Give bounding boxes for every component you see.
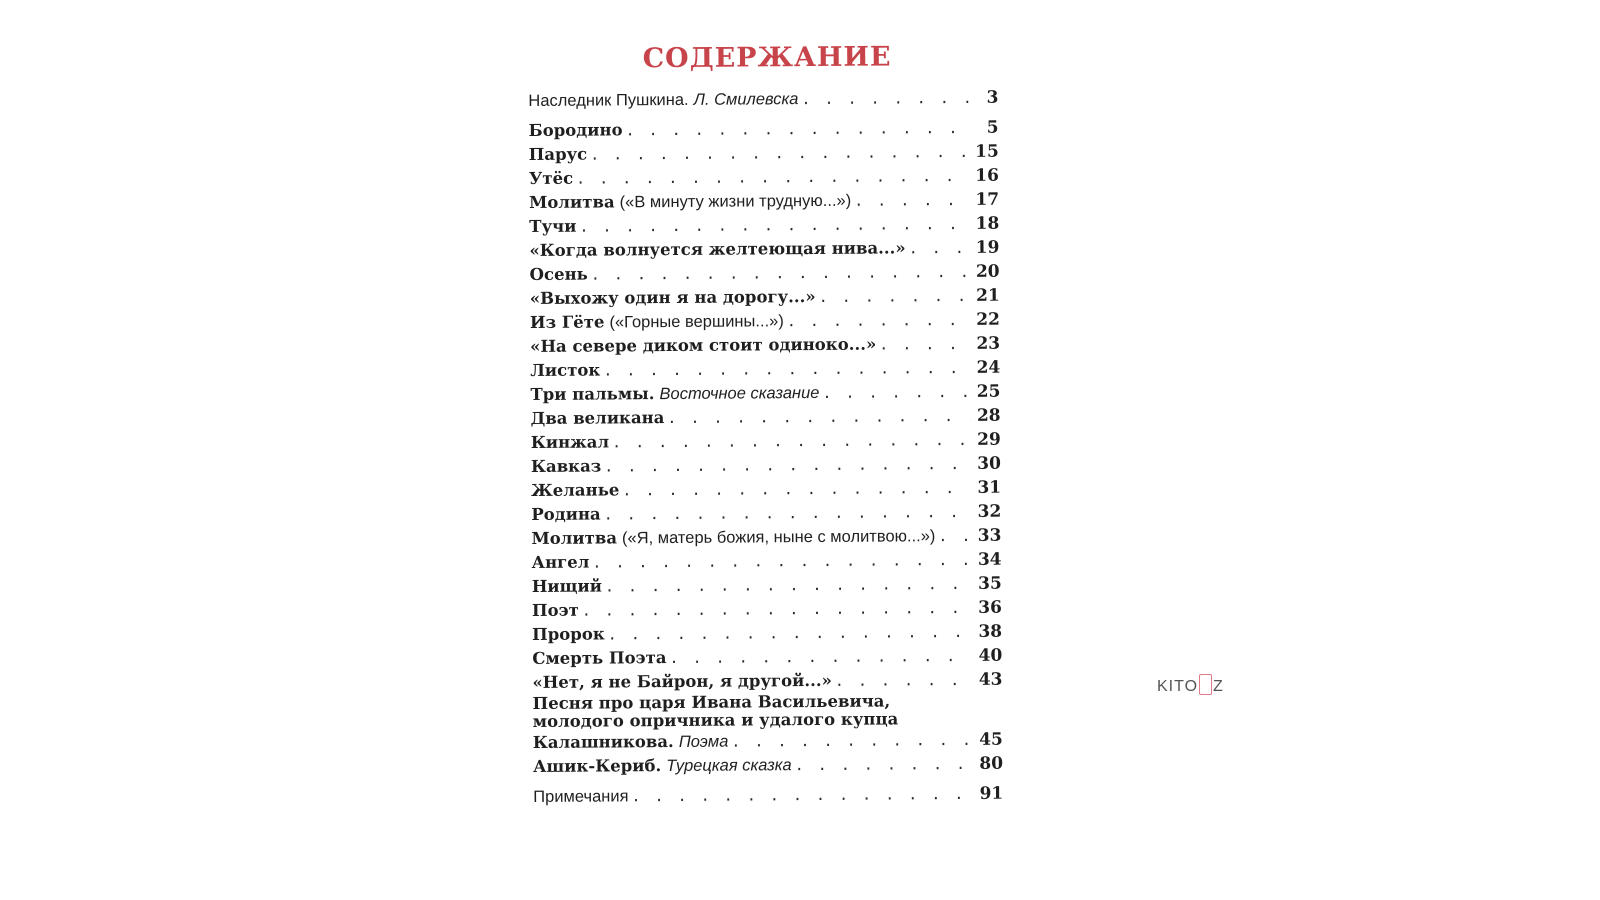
leader-dots [909,236,970,260]
toc-entry-title: Калашникова. [532,731,674,752]
watermark-text-right: Z [1213,678,1224,695]
toc-entry [533,752,1003,779]
toc-entry [531,428,1001,455]
toc-entry-subtitle: Л. Смилевска [693,90,799,109]
leader-dots [605,572,972,599]
toc-entry-title: Поэт [531,600,579,620]
leader-dots [669,644,972,670]
watermark-box-icon [1199,674,1212,695]
toc-entry-subtitle: («В минуту жизни трудную...») [619,191,852,212]
toc-entry [532,572,1002,599]
toc-entry [529,188,999,215]
toc-entry-page: 31 [977,477,1002,498]
toc-entry [531,476,1001,503]
toc-entry-subtitle: («Горные вершины...») [609,312,784,332]
toc-entry-title: Два великана [530,408,665,428]
toc-entry-title: Молитва [531,528,618,548]
toc-entry-line: молодого опричника и удалого купца [532,709,899,731]
toc-entry [529,140,999,167]
toc-entry-subtitle: Восточное сказание [659,383,820,404]
toc-entry-title: Кинжал [530,432,610,452]
toc-entry-page: 5 [986,117,999,138]
toc-entries-end [533,752,1003,809]
toc-entry-title: Наследник Пушкина. [528,90,689,110]
page-title: СОДЕРЖАНИЕ [642,41,892,75]
toc-entry [528,86,998,113]
leader-dots [731,728,973,754]
toc-entry-title: Утёс [528,168,574,188]
toc-entry-page: 21 [976,285,1000,306]
toc-entry-title: «Нет, я не Байрон, я другой...» [532,670,832,692]
toc-entry-page: 45 [979,729,1003,750]
toc-entry-multiline [533,692,1003,755]
toc-entry-page: 23 [976,333,1001,354]
toc-entry-page: 17 [975,189,1000,210]
toc-entry-title: Кавказ [530,456,602,476]
toc-entry [529,236,999,263]
toc-entry [532,596,1002,623]
leader-dots [612,428,971,455]
toc-entry-page: 91 [979,783,1004,804]
toc-entry-page: 19 [975,237,1000,258]
toc-entry [532,620,1002,647]
toc-entry [531,404,1001,431]
toc-entry-title: Осень [529,264,588,284]
leader-dots [604,500,972,527]
leader-dots [622,476,971,502]
toc-entry [531,524,1001,551]
toc-entry-subtitle: («Я, матерь божия, ныне с молитвою...») [621,527,936,548]
toc-entry-page: 18 [975,213,1000,234]
toc-entry-page: 80 [979,753,1004,774]
toc-entry-title: Парус [528,144,588,164]
toc-entry [532,548,1002,575]
toc-entry-title: «Когда волнуется желтеющая нива...» [529,238,906,260]
toc-entry-page: 24 [976,357,1001,378]
toc-entry [530,284,1000,311]
toc-entry-page: 29 [977,429,1001,450]
toc-entry [529,116,999,143]
toc-entry-title: Три пальмы. [530,384,655,404]
toc-entry-title: Пророк [532,624,605,644]
toc-entry [529,164,999,191]
toc-entry-subtitle: Турецкая сказка [666,756,792,776]
toc-entry-subtitle: Поэма [678,732,729,751]
toc-entry [532,668,1002,695]
leader-dots [608,620,973,647]
toc-entry-page: 36 [978,597,1003,618]
leader-dots [787,308,970,333]
toc-entry-title: Ангел [531,552,590,572]
toc-entry-title: Нищий [531,576,603,596]
toc-entry-title: Бородино [528,120,623,140]
toc-entry-page: 30 [977,453,1002,474]
toc-entries [528,86,1002,695]
toc-entry-page: 40 [978,645,1003,666]
toc-entry-page: 28 [976,405,1001,426]
toc-entry-page: 35 [978,573,1002,594]
table-of-contents [528,41,1003,809]
watermark-logo [1157,674,1224,696]
toc-entry [533,782,1003,809]
toc-entry-title: Смерть Поэта [532,648,667,668]
leader-dots [625,116,968,142]
leader-dots [835,668,973,693]
toc-entry-title: Тучи [529,216,577,236]
toc-entry-title: Ашик-Кериб. [532,756,662,776]
toc-entry-title: «Выхожу один я на дорогу...» [529,286,816,308]
leader-dots [590,140,969,167]
leader-dots [822,380,970,405]
leader-dots [592,548,971,575]
toc-entry-page: 33 [977,525,1002,546]
toc-entry-title: Примечания [533,787,629,806]
toc-entry-page: 15 [975,141,999,162]
toc-entry [531,500,1001,527]
leader-dots [879,332,970,357]
toc-entry-page: 38 [978,621,1003,642]
leader-dots [603,356,970,383]
toc-entry-page: 22 [976,309,1001,330]
toc-entry-title: Молитва [529,192,615,212]
toc-entry [532,644,1002,671]
leader-dots [631,782,973,808]
leader-dots [795,752,974,777]
toc-entry [530,308,1000,335]
toc-entry-page: 16 [975,165,1000,186]
toc-entry [530,380,1000,407]
toc-entry-page: 3 [986,87,999,108]
toc-entry [531,452,1001,479]
toc-entry-page: 32 [977,501,1002,522]
toc-entry [530,356,1000,383]
toc-entry-page: 20 [975,261,1000,282]
leader-dots [667,404,970,430]
toc-entry-title: Желанье [531,480,620,500]
toc-entry-page: 25 [976,381,1001,402]
toc-entry [529,212,999,239]
watermark-text-left: KITO [1157,678,1199,695]
leader-dots [854,188,969,213]
toc-entry-title: «На севере диком стоит одиноко...» [530,334,877,356]
leader-dots [819,284,970,309]
leader-dots [938,524,971,548]
toc-entry [530,260,1000,287]
leader-dots [591,260,970,287]
leader-dots [576,164,969,191]
leader-dots [582,596,972,623]
leader-dots [604,452,971,479]
toc-entry-page: 43 [978,669,1003,690]
leader-dots [579,212,969,239]
toc-entry-title: Из Гёте [529,312,605,332]
toc-entry-page: 34 [977,549,1002,570]
toc-entry-title: Родина [531,504,601,524]
leader-dots [801,86,968,111]
toc-entry-title: Листок [530,360,601,380]
toc-entry-line: Песня про царя Ивана Васильевича, [532,691,891,713]
toc-entry [530,332,1000,359]
